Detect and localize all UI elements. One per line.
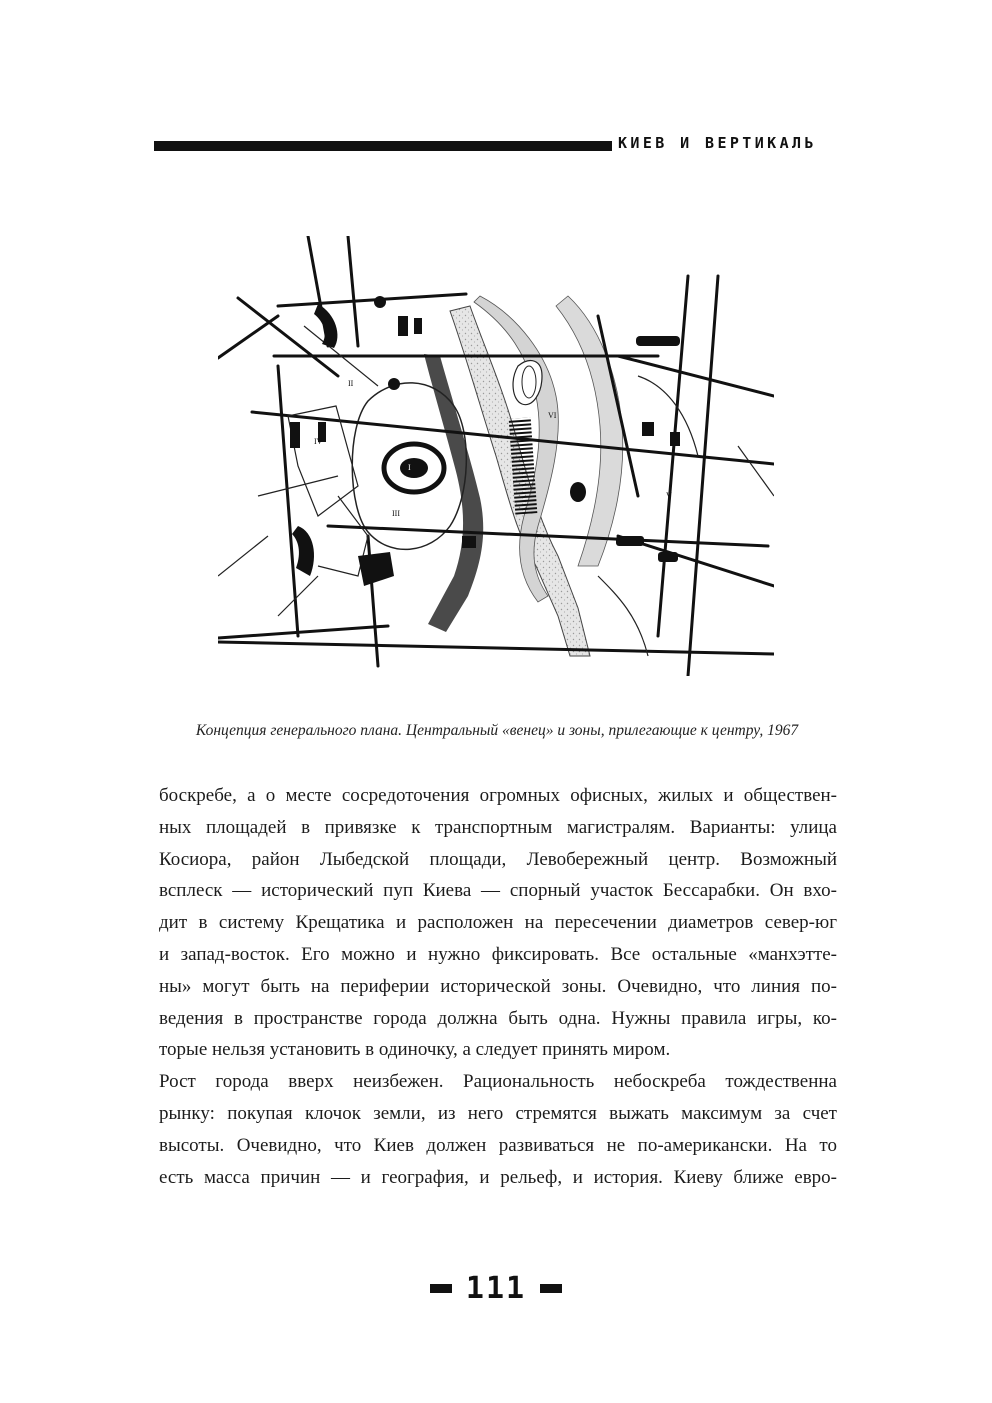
zone-label-ii: II	[348, 379, 354, 388]
page-number: 111	[465, 1270, 527, 1306]
body-line: и запад-восток. Его можно и нужно фиксировать. Все остальные «манхэтте-	[159, 943, 837, 965]
body-line: боскребе, а о месте сосредоточения огромных офисных, жилых и обществен-	[159, 785, 837, 806]
body-line: ных площадей в привязке к транспортным магистралям. Варианты: улица	[159, 816, 837, 838]
page-number-ornament-right	[540, 1284, 562, 1293]
body-line: рынку: покупая клочок земли, из него стремятся выжать максимум за счет	[159, 1102, 837, 1124]
body-line: Рост города вверх неизбежен. Рациональность небоскреба тождественна	[159, 1071, 837, 1093]
island-right	[556, 296, 623, 566]
zone-label-vi: VI	[548, 411, 557, 420]
zone-label-v: V	[666, 491, 672, 500]
page-footer	[420, 1268, 572, 1308]
zone-label-iii: III	[392, 509, 400, 518]
body-text	[159, 780, 837, 1193]
body-line: высоты. Очевидно, что Киев должен развиваться не по-американски. На то	[159, 1134, 837, 1156]
body-line: Косиора, район Лыбедской площади, Левобережный центр. Возможный	[159, 848, 837, 870]
zone-label-i: I	[408, 463, 411, 472]
body-line: есть масса причин — и география, и рельеф, и история. Киеву ближе евро-	[159, 1166, 837, 1188]
running-title: КИЕВ И ВЕРТИКАЛЬ	[618, 134, 817, 152]
body-line: ведения в пространстве города должна быть одна. Нужны правила игры, ко-	[159, 1007, 837, 1029]
header-rule	[154, 141, 612, 151]
body-line: торые нельзя установить в одиночку, а следует принять миром.	[159, 1039, 671, 1061]
zone-label-iv: IV	[314, 437, 323, 446]
body-line: ны» могут быть на периферии исторической зоны. Очевидно, что линия по-	[159, 975, 837, 997]
figure-caption: Концепция генерального плана. Центральный «венец» и зоны, прилегающие к центру, 1967	[195, 722, 799, 739]
body-line: дит в систему Крещатика и расположен на пересечении диаметров север-юг	[159, 912, 837, 934]
page-number-ornament-left	[430, 1284, 452, 1293]
master-plan-map	[218, 236, 774, 676]
river-bank-dark	[424, 354, 483, 632]
map-drawing	[218, 236, 774, 676]
body-line: всплеск — исторический пуп Киева — спорный участок Бессарабки. Он вхо-	[159, 880, 837, 902]
